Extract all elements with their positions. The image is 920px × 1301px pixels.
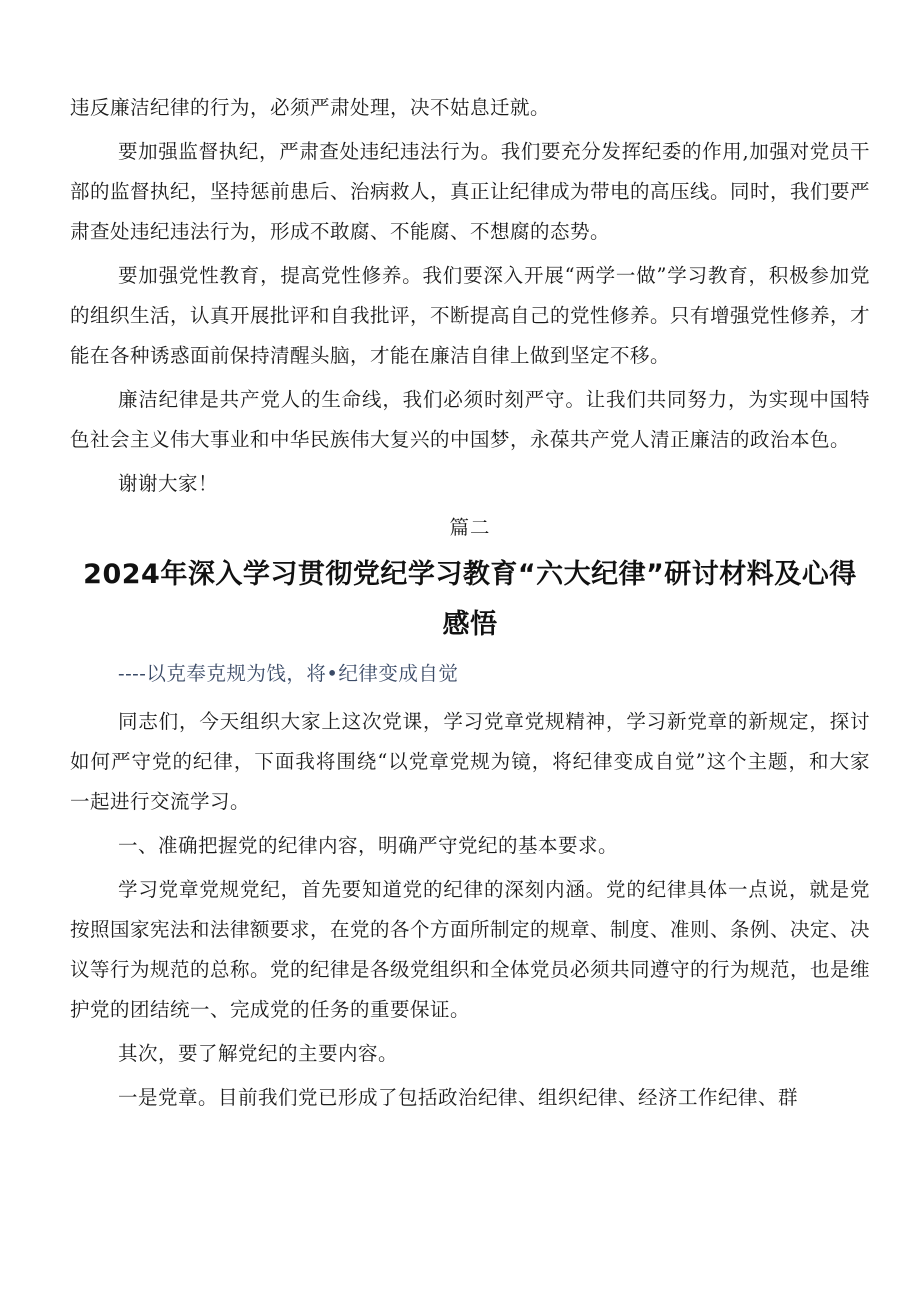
section-label: 篇二 xyxy=(449,516,491,539)
paragraph-top-4: 廉洁纪律是共产党人的生命线，我们必须时刻严守。让我们共同努力，为实现中国特色社会主义伟大事业和中华民族伟大复兴的中国梦，永葆共产党人清正廉洁的政治本色。 xyxy=(70,388,870,451)
paragraph-top-1: 违反廉洁纪律的行为，必须严肃处理，决不姑息迁就。 xyxy=(70,96,551,119)
paragraph-top-2: 要加强监督执纪，严肃查处违纪违法行为。我们要充分发挥纪委的作用,加强对党员干部的监督执纪，坚持惩前患后、治病救人，真正让纪律成为带电的高压线。同时，我们要严肃查处违纪违法行为，形成不敢腐、不能腐、不想腐的态势。 xyxy=(70,140,871,243)
paragraph-bottom-2: 学习党章党规党纪，首先要知道党的纪律的深刻内涵。党的纪律具体一点说，就是党按照国家宪法和法律额要求，在党的各个方面所制定的规章、制度、准则、条例、决定、决议等行为规范的总称。党的纪律是各级党组织和全体党员必须共同遵守的行为规范，也是维护党的团结统一、完成党的任务的重要保证。 xyxy=(70,878,871,1021)
paragraph-bottom-1: 同志们，今天组织大家上这次党课，学习党章党规精神，学习新党章的新规定，探讨如何严守党的纪律，下面我将围绕“以党章党规为镜，将纪律变成自觉”这个主题，和大家一起进行交流学习。 xyxy=(70,710,870,813)
closing-thanks: 谢谢大家！ xyxy=(118,472,219,495)
document-page xyxy=(70,88,870,1122)
paragraph-bottom-4: 一是党章。目前我们党已形成了包括政治纪律、组织纪律、经济工作纪律、群 xyxy=(118,1086,799,1109)
document-title: 2024年深入学习贯彻党纪学习教育“六大纪律”研讨材料及心得感悟 xyxy=(83,559,857,640)
document-subtitle: ----以克奉克规为饯，将•纪律变成自觉 xyxy=(118,662,459,685)
paragraph-top-3: 要加强党性教育，提高党性修养。我们要深入开展“两学一做”学习教育，积极参加党的组织生活，认真开展批评和自我批评，不断提高自己的党性修养。只有增强党性修养，才能在各种诱惑面前保持清醒头脑，才能在廉洁自律上做到坚定不移。 xyxy=(70,264,871,367)
paragraph-bottom-3: 其次，要了解党纪的主要内容。 xyxy=(118,1042,399,1065)
section-heading-1: 一、准确把握党的纪律内容，明确严守党纪的基本要求。 xyxy=(118,834,619,857)
